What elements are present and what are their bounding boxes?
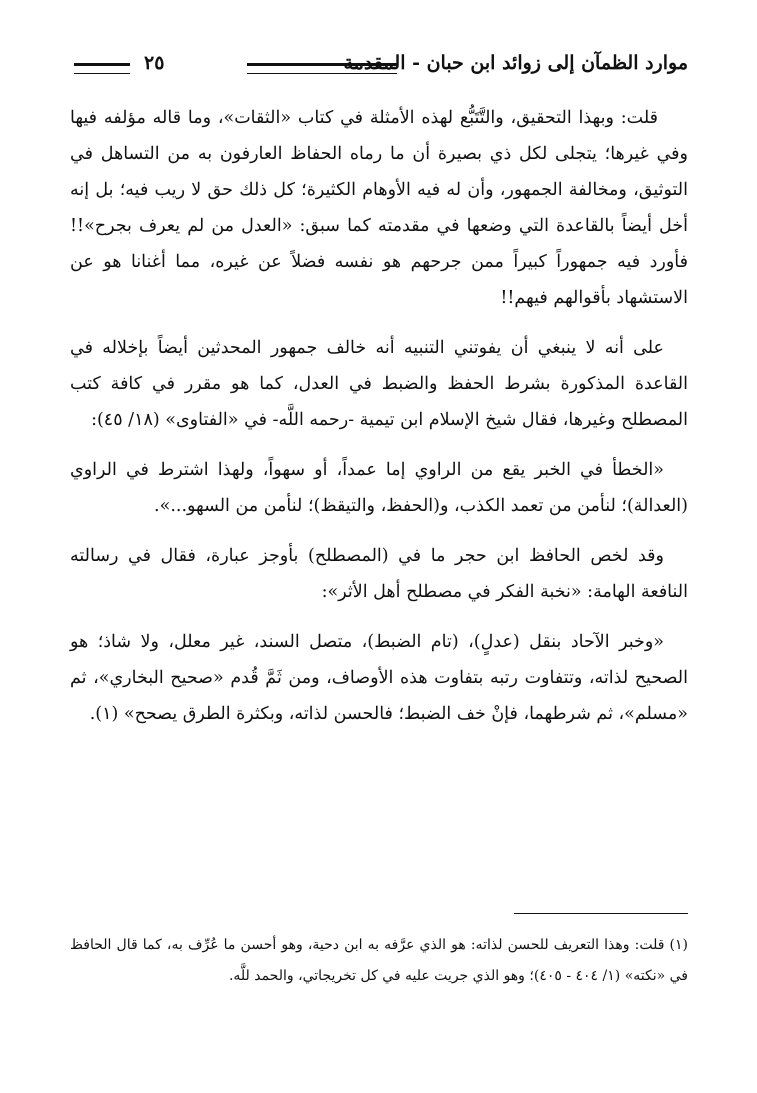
- footnote: (١) قلت: وهذا التعريف للحسن لذاته: هو الذي عرَّفه به ابن دحية، وهو أحسن ما عُرِّف به، كما قال الحافظ في «نكته» (١/ ٤٠٤ - ٤٠٥)؛ وهو الذي جريت عليه في كل تخريجاتي، والحمد للَّه.: [70, 937, 688, 984]
- page-number: ٢٥: [144, 52, 165, 74]
- header-double-rule-left: [74, 63, 130, 74]
- main-text: [70, 100, 688, 746]
- paragraph: وقد لخص الحافظ ابن حجر ما في (المصطلح) بأوجز عبارة، فقال في رسالته النافعة الهامة: «نخبة الفكر في مصطلح أهل الأثر»:: [70, 546, 688, 602]
- paragraph: على أنه لا ينبغي أن يفوتني التنبيه أنه خالف جمهور المحدثين أيضاً بإخلاله في القاعدة المذكورة بشرط الحفظ والضبط في العدل، كما هو مقرر في كافة كتب المصطلح وغيرها، فقال شيخ الإسلام ابن تيمية -رحمه اللَّه- في «الفتاوى» (١٨/ ٤٥):: [70, 338, 688, 430]
- paragraph: قلت: وبهذا التحقيق، والتَّتَبُّع لهذه الأمثلة في كتاب «الثقات»، وما قاله مؤلفه فيها وفي غيرها؛ يتجلى لكل ذي بصيرة أن ما رماه الحفاظ العارفون به من التساهل في التوثيق، ومخالفة الجمهور، وأن له فيه الأوهام الكثيرة؛ كل ذلك حق لا ريب فيه؛ بل إنه أخل أيضاً بالقاعدة التي وضعها في مقدمته كما سبق: «العدل من لم يعرف بجرح»!! فأورد فيه جمهوراً كبيراً ممن جرحهم هو نفسه فضلاً عن غيره، مما أغنانا هو عن الاستشهاد بأقوالهم فيهم!!: [70, 108, 688, 308]
- footnote-separator: [514, 913, 688, 914]
- running-title: موارد الظمآن إلى زوائد ابن حبان - المقدمة: [343, 52, 688, 74]
- quote-paragraph: «الخطأ في الخبر يقع من الراوي إما عمداً، أو سهواً، ولهذا اشترط في الراوي (العدالة)؛ لنأمن من تعمد الكذب، و(الحفظ، والتيقظ)؛ لنأمن من السهو...».: [70, 460, 688, 516]
- footnotes: [70, 930, 688, 992]
- running-header: [72, 52, 688, 82]
- header-double-rule: [247, 63, 397, 74]
- quote-paragraph: «وخبر الآحاد بنقل (عدلٍ)، (تام الضبط)، متصل السند، غير معلل، ولا شاذ؛ هو الصحيح لذاته، وتتفاوت رتبه بتفاوت هذه الأوصاف، ومن ثَمَّ قُدم «صحيح البخاري»، ثم «مسلم»، ثم شرطهما، فإنْ خف الضبط؛ فالحسن لذاته، وبكثرة الطرق يصحح» (١).: [70, 632, 688, 724]
